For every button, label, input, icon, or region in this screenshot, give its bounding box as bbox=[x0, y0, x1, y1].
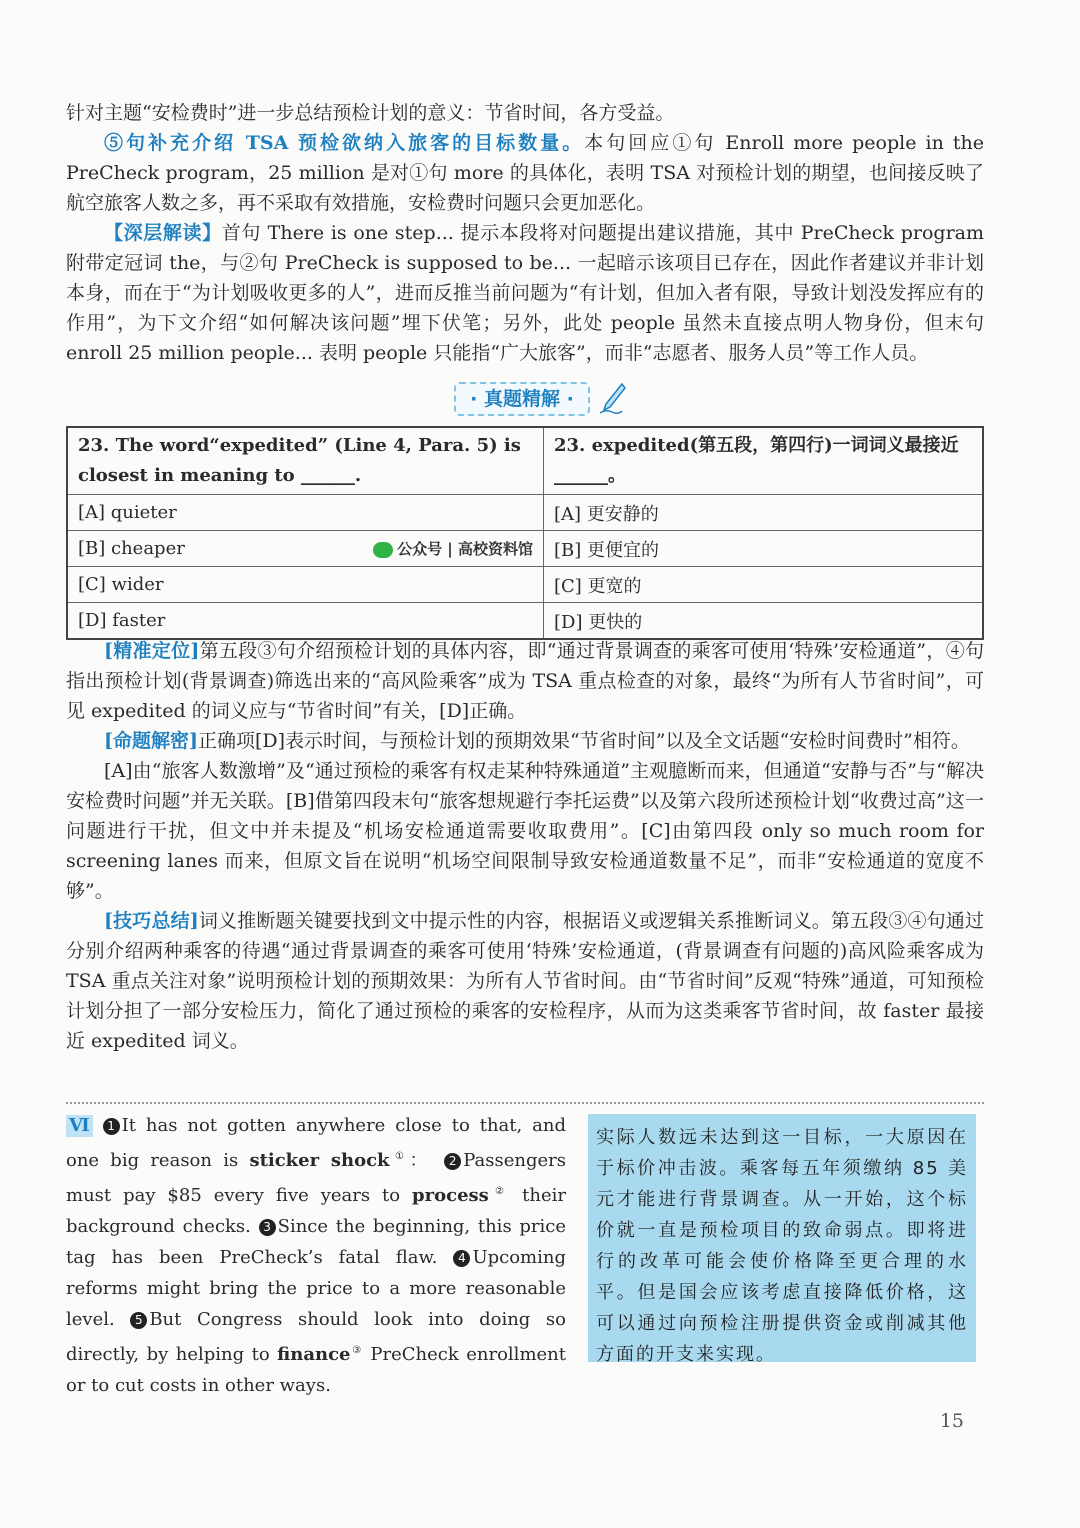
sentence-2: Passengers must pay $85 every five years to bbox=[66, 1150, 567, 1206]
option-c-en: [C] wider bbox=[67, 567, 544, 603]
sentence-number-3: 3 bbox=[259, 1219, 276, 1236]
question-stem-zh: 23. expedited(第五段，第四行)一词词义最接近______。 bbox=[544, 427, 984, 495]
section-header bbox=[0, 378, 1080, 418]
section-title: · 真题精解 · bbox=[454, 382, 590, 416]
tips-paragraph bbox=[66, 906, 984, 1056]
footnote-1: ① bbox=[389, 1151, 410, 1162]
deep-reading-tag: 【深层解读】 bbox=[104, 222, 222, 244]
tips-tag: [技巧总结] bbox=[104, 910, 199, 932]
sentence-3: Since the beginning, this price tag has been PreCheck’s fatal flaw. bbox=[66, 1216, 567, 1268]
option-c-zh: [C] 更宽的 bbox=[544, 567, 984, 603]
dotted-divider bbox=[66, 1102, 984, 1104]
wrong-options-paragraph: [A]由“旅客人数激增”及“通过预检的乘客有权走某种特殊通道”主观臆断而来，但通道“安静与否”与“解决安检费时问题”并无关联。[B]借第四段末句“旅客想规避行李托运费”以及第六段所述预检计划“收费过高”这一问题进行干扰，但文中并未提及“机场安检通道需要收取费用”。[C]由第四段 only so much room for screening lanes 而来，但原文旨在说明“机场空间限制导致安检通道数量不足”，而非“安检通道的宽度不够”。 bbox=[66, 760, 984, 902]
option-b-cell bbox=[67, 531, 544, 567]
sentence-2-end: their background checks. bbox=[66, 1185, 566, 1237]
tips-text: 词义推断题关键要找到文中提示性的内容，根据语义或逻辑关系推断词义。第五段③④句通过分别介绍两种乘客的待遇“通过背景调查的乘客可使用‘特殊’安检通道，(背景调查有问题的)高风险乘客成为 TSA 重点关注对象”说明预检计划的预期效果：为所有人节省时间。由“节省时间”反观“特殊”通道，可知预检计划分担了一部分安检压力，简化了通过预检的乘客的安检程序，从而为这类乘客节省时间，故 faster 最接近 expedited 词义。 bbox=[66, 910, 984, 1052]
decode-text: 正确项[D]表示时间，与预检计划的预期效果“节省时间”以及全文话题“安检时间费时”相符。 bbox=[197, 730, 970, 752]
translation-box: 实际人数远未达到这一目标，一大原因在于标价冲击波。乘客每五年须缴纳 85 美元才能进行背景调查。从一开始，这个标价就一直是预检项目的致命弱点。即将进行的改革可能会使价格降至更合理的水平。但是国会应该考虑直接降低价格，这可以通过向预检注册提供资金或削减其他方面的开支来实现。 bbox=[588, 1114, 976, 1362]
sentence-1: It has not gotten anywhere close to that, and one big reason is bbox=[66, 1115, 566, 1171]
analysis-section bbox=[66, 636, 984, 1056]
option-row bbox=[67, 603, 983, 640]
watermark-text: 公众号 | 高校资料馆 bbox=[397, 540, 533, 558]
decode-paragraph bbox=[66, 726, 984, 756]
intro-section bbox=[66, 98, 984, 368]
option-b-zh: [B] 更便宜的 bbox=[544, 531, 984, 567]
option-a-zh: [A] 更安静的 bbox=[544, 495, 984, 531]
option-d-zh: [D] 更快的 bbox=[544, 603, 984, 640]
sentence-5: But Congress should look into doing so directly, by helping to bbox=[66, 1309, 566, 1365]
keyword-process: process bbox=[412, 1185, 489, 1206]
page-number: 15 bbox=[939, 1410, 964, 1432]
location-text: 第五段③句介绍预检计划的具体内容，即“通过背景调查的乘客可使用‘特殊’安检通道”，④句指出预检计划(背景调查)筛选出来的“高风险乘客”成为 TSA 重点检查的对象，最终“为所有人节省时间”，可见 expedited 的词义应与“节省时间”有关，[D]正确。 bbox=[66, 640, 984, 722]
keyword-finance: finance bbox=[277, 1344, 351, 1365]
footnote-3: ③ bbox=[350, 1345, 363, 1356]
sentence-1-end: ： bbox=[409, 1150, 434, 1171]
sentence-number-2: 2 bbox=[444, 1153, 461, 1170]
passage-english bbox=[66, 1110, 566, 1401]
location-tag: [精准定位] bbox=[104, 640, 200, 662]
option-d-en: [D] faster bbox=[67, 603, 544, 640]
decode-tag: [命题解密] bbox=[104, 730, 198, 752]
sentence-number-1: 1 bbox=[103, 1118, 120, 1135]
footnote-2: ② bbox=[488, 1186, 511, 1197]
sentence-number-5: 5 bbox=[130, 1312, 147, 1329]
intro-paragraph-1: 针对主题“安检费时”进一步总结预检计划的意义：节省时间，各方受益。 bbox=[66, 102, 675, 124]
option-row bbox=[67, 495, 983, 531]
sentence-5-end: PreCheck enrollment or to cut costs in other ways. bbox=[66, 1344, 566, 1396]
option-b-en: [B] cheaper bbox=[78, 538, 185, 559]
deep-reading-text: 首句 There is one step... 提示本段将对问题提出建议措施，其中 PreCheck program 附带定冠词 the，与②句 PreCheck is supposed to be... 一起暗示该项目已存在，因此作者建议并非计划本身，而在于“为计划吸收更多的人”，进而反推当前问题为“有计划，但加入者有限，导致计划没发挥应有的作用”，为下文介绍“如何解决该问题”埋下伏笔；另外，此处 people 虽然未直接点明人物身份，但末句 enroll 25 million people... 表明 people 只能指“广大旅客”，而非“志愿者、服务人员”等工作人员。 bbox=[66, 222, 984, 364]
deep-reading-paragraph bbox=[66, 218, 984, 368]
location-paragraph bbox=[66, 636, 984, 726]
sentence-4: Upcoming reforms might bring the price to a more reasonable level. bbox=[66, 1247, 566, 1330]
keyword-sticker-shock: sticker shock bbox=[249, 1150, 390, 1171]
sentence-5-explanation: 本句回应①句 Enroll more people in the PreCheck program，25 million 是对①句 more 的具体化，表明 TSA 对预检计划的期望，也间接反映了航空旅客人数之多，再不采取有效措施，安检费时问题只会更加恶化。 bbox=[66, 132, 984, 214]
pen-icon bbox=[596, 382, 626, 420]
option-row bbox=[67, 531, 983, 567]
paragraph-number: Ⅵ bbox=[66, 1115, 93, 1137]
option-row bbox=[67, 567, 983, 603]
intro-paragraph-2 bbox=[66, 128, 984, 218]
sentence-number-4: 4 bbox=[453, 1250, 470, 1267]
sentence-5-heading: ⑤句补充介绍 TSA 预检欲纳入旅客的目标数量。 bbox=[104, 132, 585, 154]
wechat-icon bbox=[373, 542, 393, 558]
question-table bbox=[66, 426, 984, 640]
question-stem-en: 23. The word“expedited” (Line 4, Para. 5) is closest in meaning to ______. bbox=[67, 427, 544, 495]
option-a-en: [A] quieter bbox=[67, 495, 544, 531]
watermark bbox=[373, 538, 533, 559]
